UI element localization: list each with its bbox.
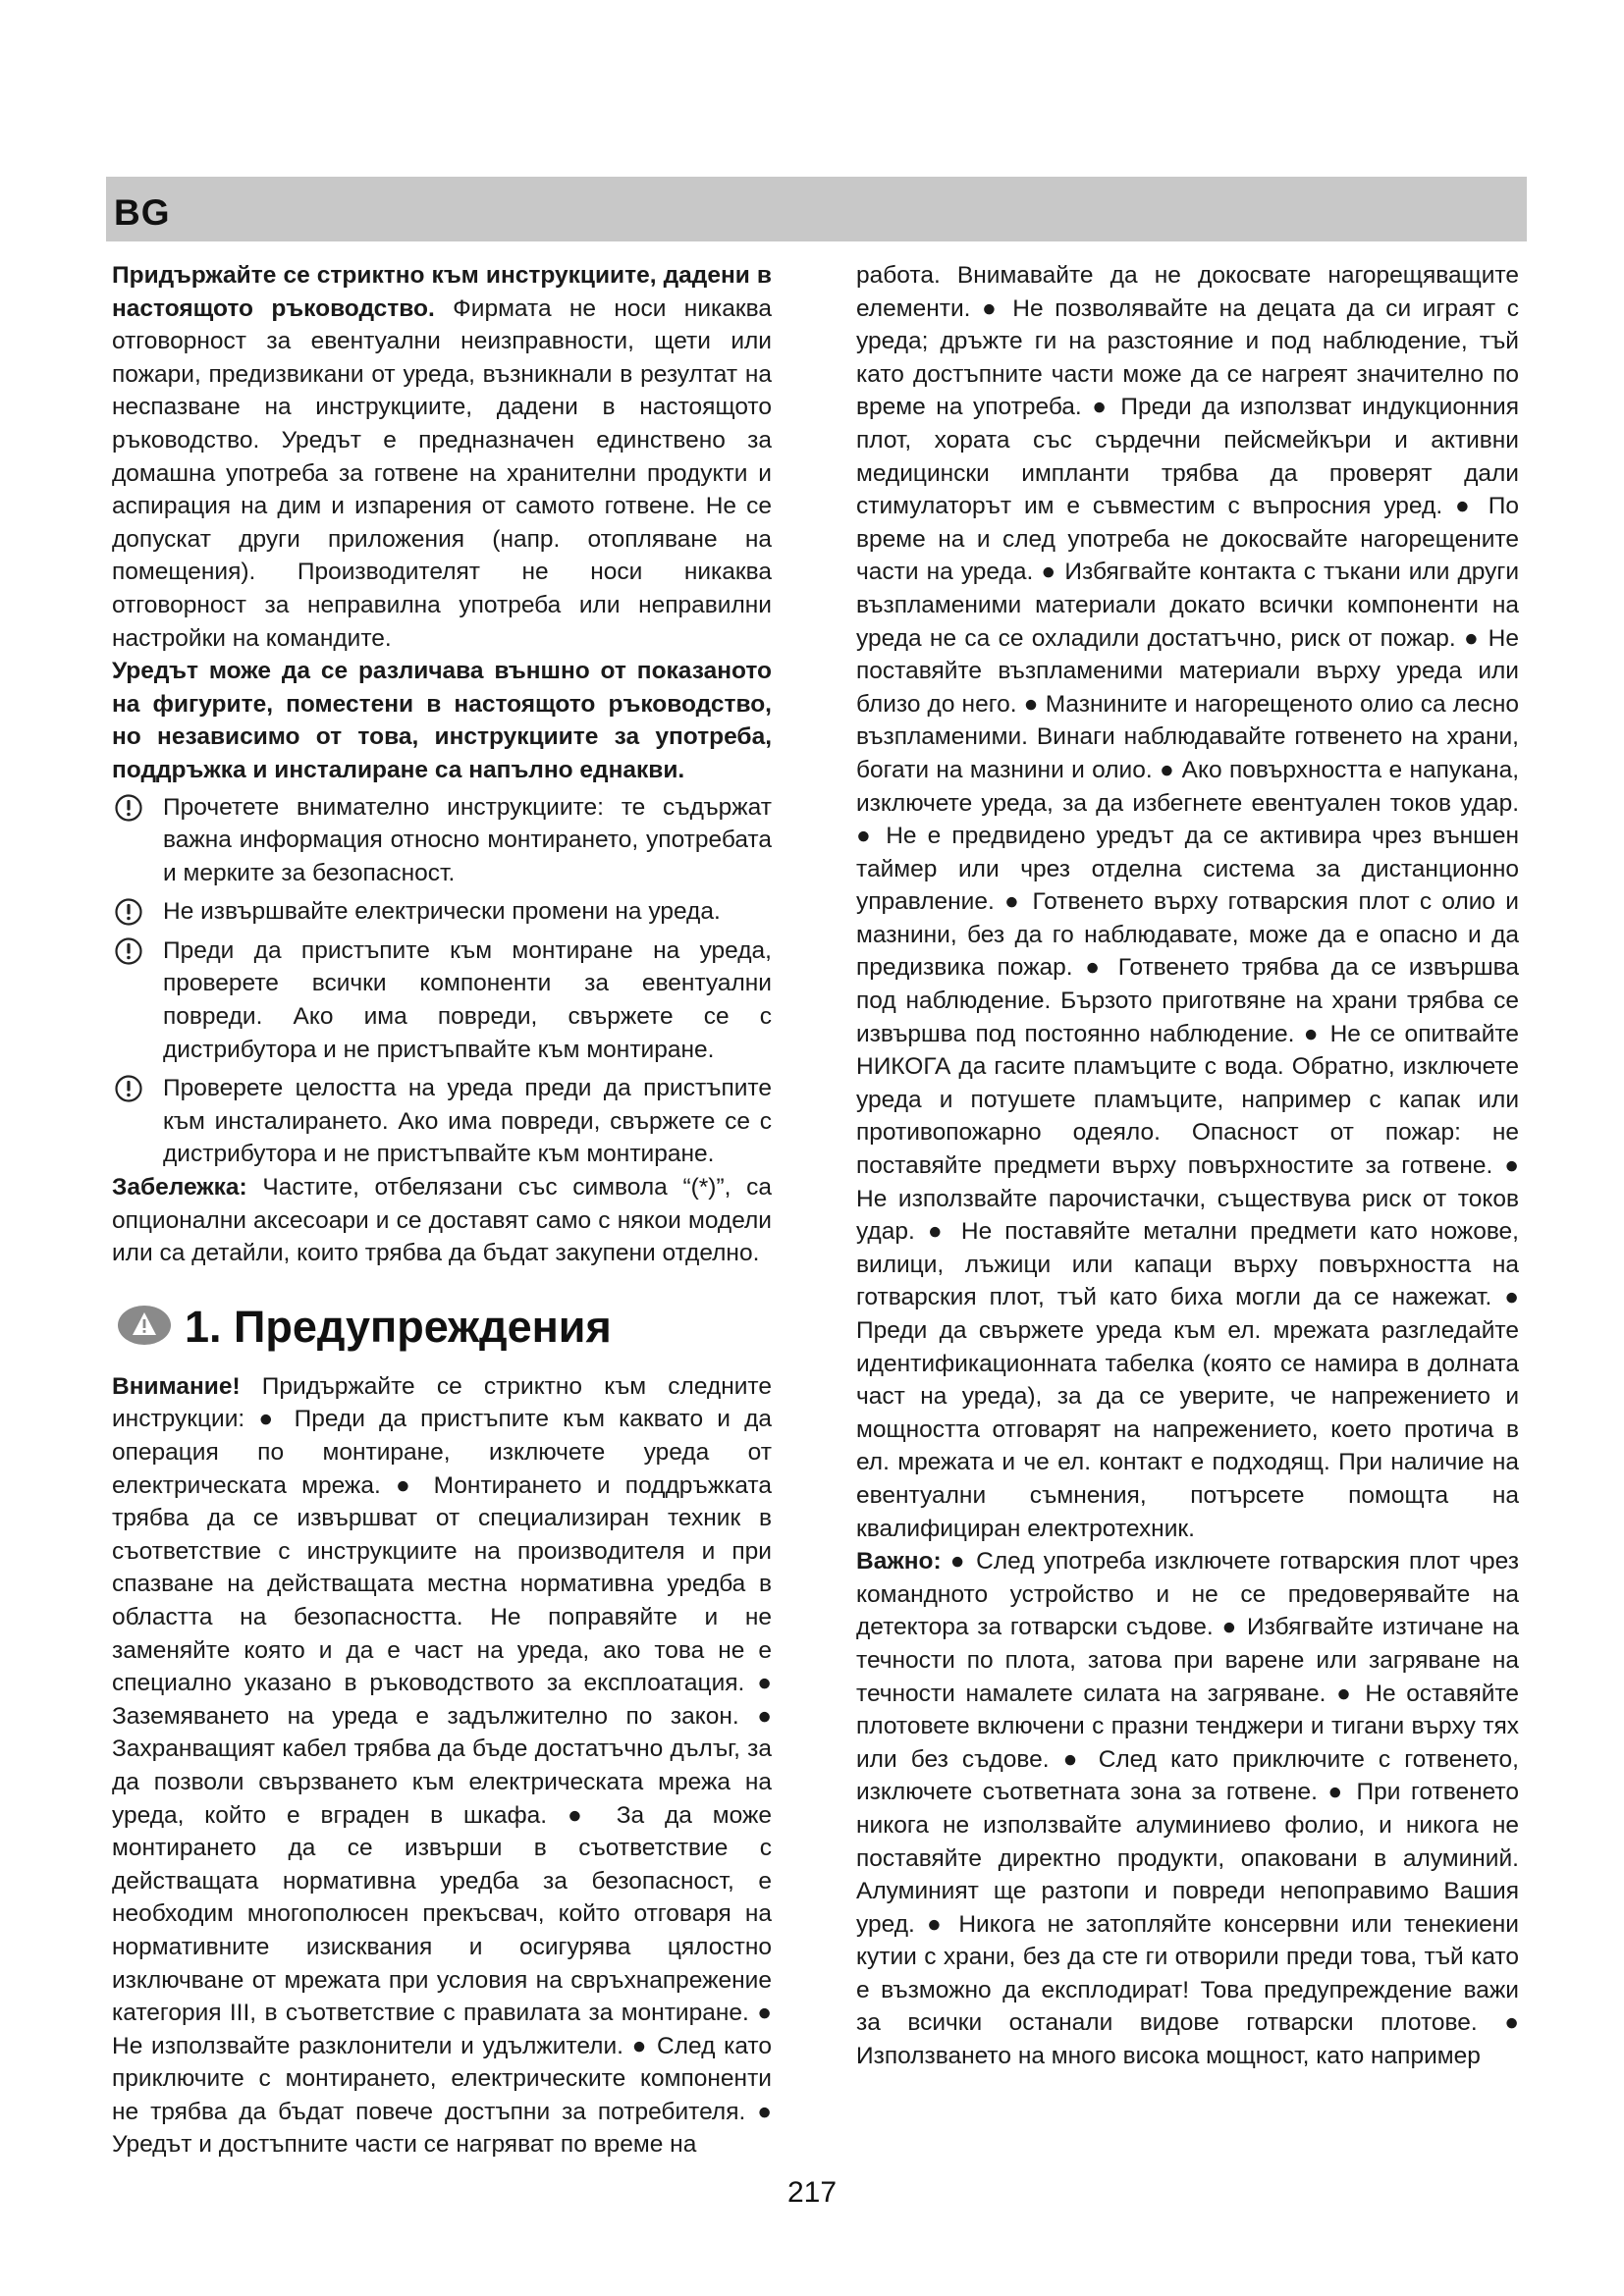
appearance-note: Уредът може да се различава външно от показаното на фигурите, поместени в настоящото ръководство, но независимо от това, инструкциите за употреба, поддръжка и инсталиране са напълно еднакви. <box>112 658 772 783</box>
important-label: Важно: <box>856 1548 942 1575</box>
warning-item <box>112 895 772 929</box>
exclamation-circle-icon <box>114 1074 143 1103</box>
warning-item <box>112 934 772 1066</box>
important-paragraph <box>856 1545 1519 2073</box>
attention-label: Внимание! <box>112 1372 241 1400</box>
warning-triangle-icon <box>116 1304 173 1347</box>
language-label: BG <box>114 192 171 233</box>
warning-item <box>112 1072 772 1171</box>
attention-text: Придържайте се стриктно към следните инструкции: ● Преди да пристъпите към каквато и да операция по монтиране, изключете уреда от електрическата мрежа. ● Монтирането и поддръжката трябва да се извършват от специализиран техник в съответствие с инструкциите на производителя и при спазване на действащата местна нормативна уредба в областта на безопасността. Не поправяйте и не заменяйте която и да е част на уреда, ако това не е специално указано в ръководството за експлоатация. ● Заземяването на уреда е задължително по закон. ● Захранващият кабел трябва да бъде достатъчно дълъг, за да позволи свързването към електрическата мрежа на уреда, който е вграден в шкафа. ● За да може монтирането да се извърши в съответствие с действащата нормативна уредба за безопасност, е необходим многополюсен прекъсвач, който отговаря на нормативните изисквания и осигурява цялостно изключване от мрежата при условия на свръхнапрежение категория III, в съответствие с правилата за монтиране. ● Не използвайте разклонители и удължители. ● След като приключите с монтирането, електрическите компоненти не трябва да бъдат повече достъпни за потребителя. ● Уредът и достъпните части се нагряват по време на <box>112 1372 772 2159</box>
warning-item <box>112 791 772 890</box>
warning-text: Проверете целостта на уреда преди да пристъпите към инсталирането. Ако има повреди, свържете се с дистрибутора и не пристъпвайте към монтиране. <box>163 1075 772 1168</box>
note-label: Забележка: <box>112 1174 247 1201</box>
warning-text: Не извършвайте електрически промени на уреда. <box>163 898 721 926</box>
note-paragraph <box>112 1171 772 1270</box>
left-column <box>112 259 772 2162</box>
safety-paragraph: работа. Внимавайте да не докосвате нагорещяващите елементи. ● Не позволявайте на децата да си играят с уреда; дръжте ги на разстояние и под наблюдение, тъй като достъпните части може да се нагреят значително по време на употреба. ● Преди да използват индукционния плот, хората със сърдечни пейсмейкъри и активни медицински импланти трябва да проверят дали стимулаторът им е съвместим с въпросния уред. ● По време на и след употреба не докосвайте нагорещените части на уреда. ● Избягвайте контакта с тъкани или други възпламеними материали докато всички компоненти на уреда не са се охладили достатъчно, риск от пожар. ● Не поставяйте възпламеними материали върху уреда или близо до него. ● Мазнините и нагорещеното олио са лесно възпламеними. Винаги наблюдавайте готвенето на храни, богати на мазнини и олио. ● Ако повърхността е напукана, изключете уреда, за да избегнете евентуален токов удар. ● Не е предвидено уредът да се активира чрез външен таймер или чрез отделна система за дистанционно управление. ● Готвенето върху готварския плот с олио и мазнини, без да го наблюдавате, може да е опасно и да предизвика пожар. ● Готвенето трябва да се извършва под наблюдение. Бързото приготвяне на храни трябва се извършва под постоянно наблюдение. ● Не се опитвайте НИКОГА да гасите пламъците с вода. Обратно, изключете уреда и потушете пламъците, например с капак или противопожарно одеяло. Опасност от пожар: не поставяйте предмети върху повърхностите за готвене. ● Не използвайте парочистачки, съществува риск от токов удар. ● Не поставяйте метални предмети като ножове, вилици, лъжици или капаци върху повърхността на готварския плот, тъй като биха могли да се нажежат. ● Преди да свържете уреда към ел. мрежата разгледайте идентификационната табелка (която се намира в долната част на уреда), за да се уверите, че напрежението и мощността отговарят на напрежението, което протича в ел. мрежата и че ел. контакт е подходящ. При наличие на евентуални съмнения, потърсете помощта на квалифициран електротехник. <box>856 262 1519 1542</box>
warning-text: Прочетете внимателно инструкциите: те съдържат важна информация относно монтирането, употребата и мерките за безопасност. <box>163 793 772 886</box>
page-number: 217 <box>786 2176 838 2209</box>
intro-text: Фирмата не носи никаква отговорност за евентуални неизправности, щети или пожари, предизвикани от уреда, възникнали в резултат на неспазване на инструкциите, дадени в настоящото ръководство. Уредът е предназначен единствено за домашна употреба за готвене на хранителни продукти и аспирация на дим и изпарения от самото готвене. Не се допускат други приложения (напр. отопляване на помещения). Производителят не носи никаква отговорност за неправилна употреба или неправилни настройки на командите. <box>112 294 772 652</box>
important-text: ● След употреба изключете готварския плот чрез командното устройство и не се предоверявайте на детектора за готварски съдове. ● Избягвайте изтичане на течности по плота, затова при варене или загряване на течности намалете силата на загряване. ● Не оставяйте плотовете включени с празни тенджери и тигани върху тях или без съдове. ● След като приключите с готвенето, изключете съответната зона за готвене. ● При готвенето никога не използвайте алуминиево фолио, и никога не поставяйте директно продукти, опаковани в алуминий. Алуминият ще разтопи и повреди непоправимо Вашия уред. ● Никога не затопляйте консервни или тенекиени кутии с храни, без да сте ги отворили преди това, тъй като е възможно да експлодират! Това предупреждение важи за всички останали видове готварски плотове. ● Използването на много висока мощност, като например <box>856 1548 1519 2070</box>
exclamation-circle-icon <box>114 793 143 823</box>
section-heading <box>112 1298 772 1366</box>
attention-paragraph <box>112 1370 772 2162</box>
intro-bold: Придържайте се стриктно към инструкциите, дадени в настоящото ръководство. <box>112 262 772 322</box>
right-column <box>856 259 1519 2073</box>
exclamation-circle-icon <box>114 936 143 966</box>
section-title: 1. Предупреждения <box>185 1301 612 1352</box>
warning-text: Преди да пристъпите към монтиране на уреда, проверете всички компоненти за евентуални повреди. Ако има повреди, свържете се с дистрибутора и не пристъпвайте към монтиране. <box>163 936 772 1063</box>
note-text: Частите, отбелязани със символа “(*)”, са опционални аксесоари и се доставят само с някои модели или са детайли, които трябва да бъдат закупени отделно. <box>112 1174 772 1267</box>
language-header-band <box>106 177 1527 241</box>
exclamation-circle-icon <box>114 897 143 927</box>
intro-paragraph <box>112 259 772 655</box>
